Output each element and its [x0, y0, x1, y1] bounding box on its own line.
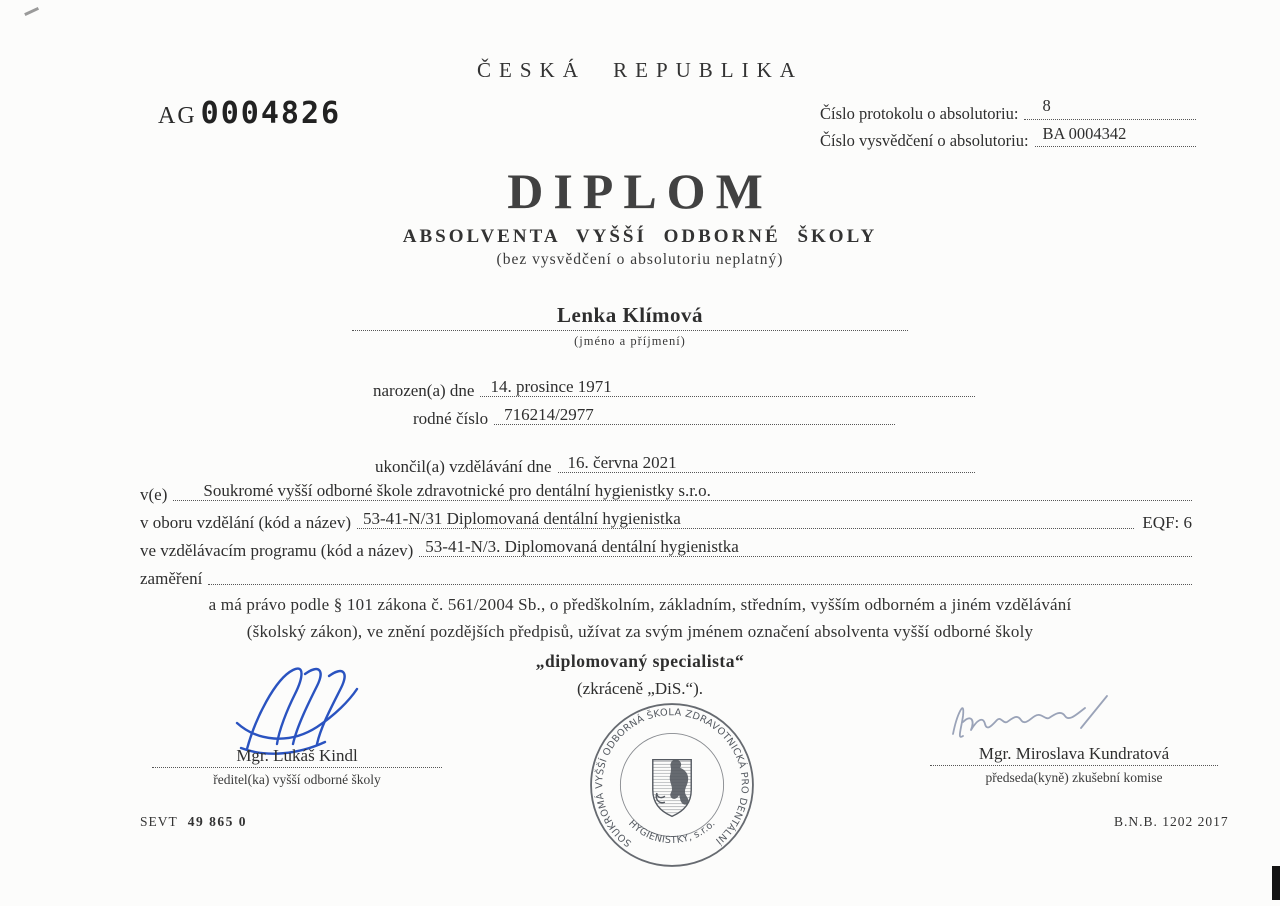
svg-text:HYGIENISTKY, s.r.o. — [626, 818, 718, 846]
certificate-number-field — [820, 126, 1196, 151]
protocol-number-label: Číslo protokolu o absolutoriu: — [820, 104, 1019, 123]
form-number-value: 49 865 0 — [187, 814, 247, 829]
program-field — [140, 536, 1192, 561]
form-number — [140, 814, 247, 830]
scan-artifact-edge — [1272, 866, 1280, 900]
completed-line — [558, 452, 975, 473]
stamp-text-top: SOUKROMÁ VYŠŠÍ ODBORNÁ ŠKOLA ZDRAVOTNICKÁ PRO DENTÁLNÍ — [594, 707, 750, 849]
document-subtitle: ABSOLVENTA VYŠŠÍ ODBORNÉ ŠKOLY — [402, 226, 878, 247]
born-value: 14. prosince 1971 — [490, 377, 612, 396]
stamp-coat-of-arms — [653, 760, 691, 817]
program-line — [419, 536, 1192, 557]
holder-name-line — [352, 303, 908, 331]
form-number-prefix: SEVT — [140, 814, 178, 829]
legal-text-line1: a má právo podle § 101 zákona č. 561/2004 Sb., o předškolním, základním, středním, vyšším odborném a jiném vzdělávání — [208, 595, 1072, 614]
born-label: narozen(a) dne — [373, 381, 475, 400]
document-title: DIPLOM — [507, 163, 773, 219]
director-signature-image — [225, 663, 395, 759]
specialization-field — [140, 564, 1192, 589]
validity-note: (bez vysvědčení o absolutoriu neplatný) — [496, 251, 784, 268]
program-value: 53-41-N/3. Diplomovaná dentální hygienistka — [425, 537, 739, 556]
completed-field — [375, 452, 975, 477]
completed-label: ukončil(a) vzdělávání dne — [375, 457, 552, 476]
field-of-study-line — [357, 508, 1134, 529]
holder-name-block — [352, 303, 908, 349]
field-of-study-label: v oboru vzdělání (kód a název) — [140, 513, 351, 532]
born-field — [373, 376, 975, 401]
school-label: v(e) — [140, 485, 168, 504]
school-stamp-image — [586, 699, 758, 871]
director-signature-block — [152, 746, 442, 788]
director-role: ředitel(ka) vyšší odborné školy — [213, 772, 381, 787]
personal-id-value: 716214/2977 — [504, 405, 594, 424]
serial-number: 0004826 — [200, 96, 342, 131]
field-of-study-field — [140, 508, 1192, 533]
personal-id-field — [413, 404, 895, 429]
personal-id-line — [494, 404, 895, 425]
specialization-label: zaměření — [140, 569, 203, 588]
chair-name-line — [930, 744, 1218, 766]
serial-prefix: AG — [158, 103, 197, 129]
completed-value: 16. června 2021 — [567, 453, 677, 472]
protocol-number-line — [1024, 96, 1196, 120]
designation-text: „diplomovaný specialista“ — [535, 651, 745, 671]
school-value: Soukromé vyšší odborné škole zdravotnické pro dentální hygienistky s.r.o. — [203, 481, 711, 500]
holder-name: Lenka Klímová — [557, 303, 703, 327]
chair-name: Mgr. Miroslava Kundratová — [978, 744, 1170, 763]
certificate-number-line — [1035, 126, 1196, 147]
field-of-study-value: 53-41-N/31 Diplomovaná dentální hygienistka — [363, 509, 681, 528]
chair-signature-block — [930, 744, 1218, 786]
scan-artifact-corner — [24, 7, 39, 16]
school-line — [173, 480, 1192, 501]
abbreviation-text: (zkráceně „DiS.“). — [576, 679, 703, 698]
born-line — [480, 376, 975, 397]
director-name-line — [152, 746, 442, 768]
protocol-number-value: 8 — [1042, 96, 1051, 115]
serial-number-block — [158, 96, 341, 131]
country-title: ČESKÁ REPUBLIKA — [477, 58, 803, 82]
chair-signature-image — [945, 690, 1135, 750]
stamp-text-bottom: HYGIENISTKY, s.r.o. — [626, 817, 718, 847]
holder-name-caption: (jméno a příjmení) — [574, 334, 686, 348]
director-name: Mgr. Lukáš Kindl — [236, 746, 358, 765]
certificate-number-value: BA 0004342 — [1042, 124, 1127, 143]
program-label: ve vzdělávacím programu (kód a název) — [140, 541, 414, 560]
print-code: B.N.B. 1202 2017 — [1114, 814, 1229, 829]
school-field — [140, 480, 1192, 505]
legal-text-line2: (školský zákon), ve znění pozdějších předpisů, užívat za svým jménem označení absolventa vyšší odborné školy — [246, 622, 1034, 641]
certificate-number-label: Číslo vysvědčení o absolutoriu: — [820, 131, 1029, 150]
personal-id-label: rodné číslo — [413, 409, 489, 428]
protocol-number-field — [820, 96, 1196, 124]
specialization-line — [208, 564, 1192, 585]
chair-role: předseda(kyně) zkušební komise — [985, 770, 1163, 785]
eqf-level: EQF: 6 — [1142, 513, 1192, 532]
